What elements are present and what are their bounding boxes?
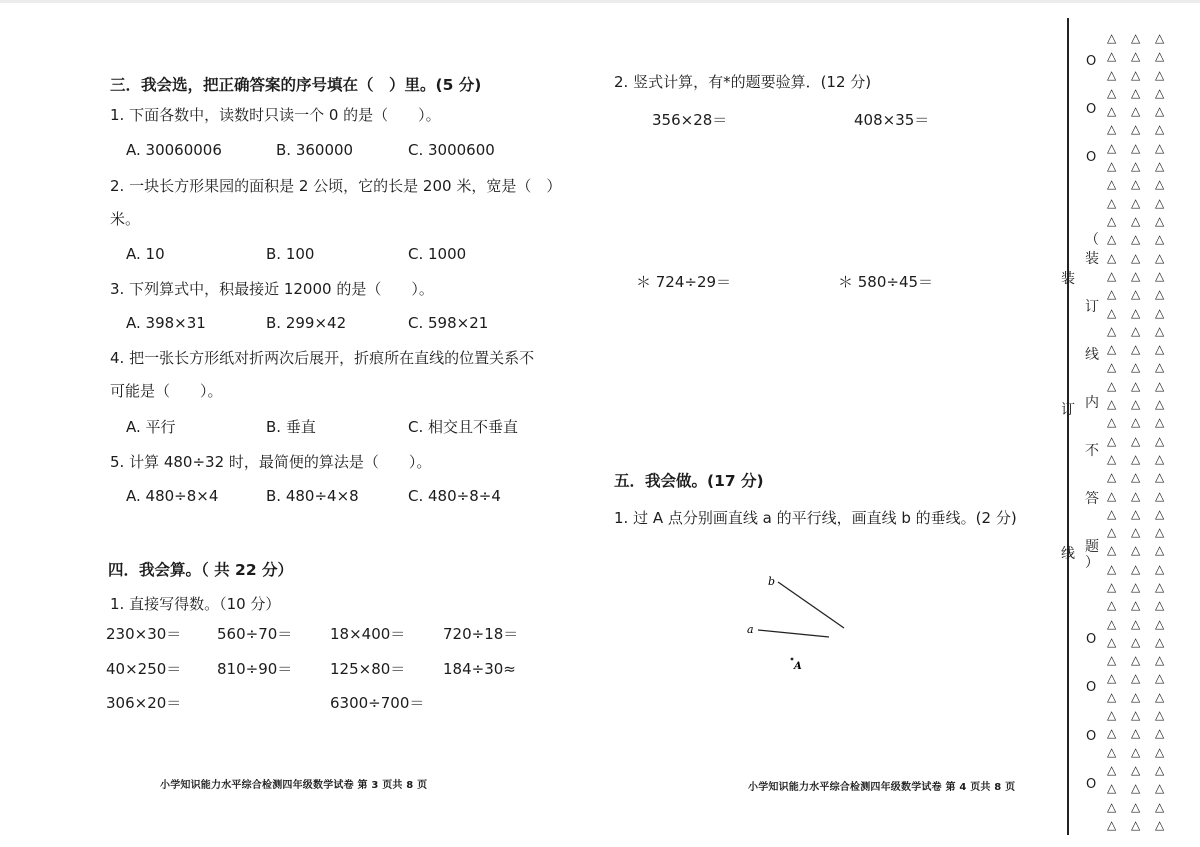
triangle-mark: △ xyxy=(1155,86,1165,100)
triangle-mark: △ xyxy=(1131,214,1141,228)
triangle-mark: △ xyxy=(1131,690,1141,704)
vertical-calc-2: 408×35＝ xyxy=(854,111,930,129)
calc-item: 40×250＝ xyxy=(106,660,182,678)
triangle-mark: △ xyxy=(1131,452,1141,466)
line-diagram xyxy=(740,570,870,680)
triangle-mark: △ xyxy=(1155,360,1165,374)
triangle-mark: △ xyxy=(1107,653,1117,667)
triangle-mark: △ xyxy=(1131,415,1141,429)
triangle-mark: △ xyxy=(1107,232,1117,246)
triangle-mark: △ xyxy=(1131,745,1141,759)
triangle-mark: △ xyxy=(1107,324,1117,338)
binding-word: 内 xyxy=(1085,395,1099,411)
question-1: 1. 下面各数中，读数时只读一个 0 的是（ ）。 xyxy=(110,106,441,124)
triangle-mark: △ xyxy=(1131,580,1141,594)
triangle-mark: △ xyxy=(1131,31,1141,45)
triangle-mark: △ xyxy=(1131,434,1141,448)
triangle-mark: △ xyxy=(1107,617,1117,631)
q1-option-b: B. 360000 xyxy=(276,141,354,159)
q4-option-a: A. 平行 xyxy=(126,418,176,436)
triangle-mark: △ xyxy=(1155,708,1165,722)
q3-option-b: B. 299×42 xyxy=(266,314,347,332)
q4-option-b: B. 垂直 xyxy=(266,418,316,436)
triangle-mark: △ xyxy=(1131,562,1141,576)
triangle-mark: △ xyxy=(1131,196,1141,210)
triangle-mark: △ xyxy=(1155,726,1165,740)
triangle-mark: △ xyxy=(1155,269,1165,283)
triangle-mark: △ xyxy=(1107,507,1117,521)
triangle-mark: △ xyxy=(1131,177,1141,191)
triangle-mark: △ xyxy=(1107,360,1117,374)
triangle-mark: △ xyxy=(1155,415,1165,429)
vertical-calc-1: 356×28＝ xyxy=(652,111,728,129)
calc-item: 230×30＝ xyxy=(106,625,182,643)
triangle-mark: △ xyxy=(1155,507,1165,521)
vertical-calc-3: ＊ 724÷29＝ xyxy=(636,273,732,291)
triangle-mark: △ xyxy=(1107,251,1117,265)
triangle-mark: △ xyxy=(1155,800,1165,814)
triangle-mark: △ xyxy=(1131,49,1141,63)
triangle-mark: △ xyxy=(1107,159,1117,173)
triangle-mark: △ xyxy=(1107,86,1117,100)
scan-edge xyxy=(0,0,1200,3)
q4-option-c: C. 相交且不垂直 xyxy=(408,418,519,436)
triangle-mark: △ xyxy=(1131,598,1141,612)
triangle-mark: △ xyxy=(1155,31,1165,45)
binding-paren-close: ） xyxy=(1085,555,1099,571)
triangle-mark: △ xyxy=(1107,580,1117,594)
triangle-mark: △ xyxy=(1155,690,1165,704)
triangle-mark: △ xyxy=(1131,232,1141,246)
triangle-mark: △ xyxy=(1131,379,1141,393)
triangle-mark: △ xyxy=(1107,31,1117,45)
triangle-mark: △ xyxy=(1131,617,1141,631)
triangle-mark: △ xyxy=(1155,49,1165,63)
calc-item: 18×400＝ xyxy=(330,625,406,643)
triangle-mark: △ xyxy=(1131,269,1141,283)
question-4-line2: 可能是（ ）。 xyxy=(110,382,223,400)
triangle-mark: △ xyxy=(1155,635,1165,649)
triangle-mark: △ xyxy=(1131,306,1141,320)
triangle-mark: △ xyxy=(1155,232,1165,246)
binding-circle: O xyxy=(1086,632,1097,647)
triangle-mark: △ xyxy=(1107,489,1117,503)
triangle-mark: △ xyxy=(1131,708,1141,722)
triangle-mark: △ xyxy=(1155,818,1165,832)
calc-item: 306×20＝ xyxy=(106,694,182,712)
triangle-mark: △ xyxy=(1107,781,1117,795)
triangle-mark: △ xyxy=(1107,214,1117,228)
triangle-mark: △ xyxy=(1107,397,1117,411)
triangle-mark: △ xyxy=(1107,415,1117,429)
triangle-mark: △ xyxy=(1107,525,1117,539)
line-b xyxy=(778,582,844,628)
line-a xyxy=(758,630,829,637)
triangle-mark: △ xyxy=(1107,196,1117,210)
q2-option-a: A. 10 xyxy=(126,245,165,263)
triangle-mark: △ xyxy=(1155,653,1165,667)
triangle-mark: △ xyxy=(1155,763,1165,777)
triangle-mark: △ xyxy=(1155,781,1165,795)
question-4-line1: 4. 把一张长方形纸对折两次后展开，折痕所在直线的位置关系不 xyxy=(110,349,535,367)
triangle-mark: △ xyxy=(1155,287,1165,301)
binding-word: 答 xyxy=(1085,491,1099,507)
triangle-mark: △ xyxy=(1155,434,1165,448)
binding-word: 不 xyxy=(1085,443,1099,459)
q5-option-b: B. 480÷4×8 xyxy=(266,487,359,505)
triangle-mark: △ xyxy=(1155,470,1165,484)
triangle-mark: △ xyxy=(1131,525,1141,539)
triangle-mark: △ xyxy=(1155,452,1165,466)
triangle-mark: △ xyxy=(1131,818,1141,832)
triangle-mark: △ xyxy=(1131,68,1141,82)
binding-circle: O xyxy=(1086,777,1097,792)
triangle-mark: △ xyxy=(1107,452,1117,466)
triangle-mark: △ xyxy=(1107,562,1117,576)
q3-option-a: A. 398×31 xyxy=(126,314,206,332)
triangle-mark: △ xyxy=(1107,726,1117,740)
vertical-calc-title: 2. 竖式计算，有*的题要验算．(12 分) xyxy=(614,73,872,91)
triangle-mark: △ xyxy=(1131,470,1141,484)
left-footer: 小学知识能力水平综合检测四年级数学试卷 第 3 页共 8 页 xyxy=(160,780,428,791)
triangle-mark: △ xyxy=(1107,543,1117,557)
triangle-mark: △ xyxy=(1107,141,1117,155)
triangle-mark: △ xyxy=(1131,543,1141,557)
calc-item: 810÷90＝ xyxy=(217,660,293,678)
label-a: a xyxy=(747,623,754,636)
triangle-mark: △ xyxy=(1107,800,1117,814)
binding-word: 订 xyxy=(1085,299,1099,315)
triangle-mark: △ xyxy=(1131,287,1141,301)
triangle-mark: △ xyxy=(1155,617,1165,631)
triangle-mark: △ xyxy=(1131,141,1141,155)
triangle-mark: △ xyxy=(1107,104,1117,118)
triangle-mark: △ xyxy=(1131,653,1141,667)
triangle-mark: △ xyxy=(1131,726,1141,740)
q2-option-c: C. 1000 xyxy=(408,245,467,263)
triangle-mark: △ xyxy=(1155,196,1165,210)
binding-word: 线 xyxy=(1085,347,1099,363)
triangle-mark: △ xyxy=(1155,580,1165,594)
calc-item: 184÷30≈ xyxy=(443,660,516,678)
q5-option-a: A. 480÷8×4 xyxy=(126,487,219,505)
triangle-mark: △ xyxy=(1155,68,1165,82)
triangle-mark: △ xyxy=(1107,269,1117,283)
calc-item: 125×80＝ xyxy=(330,660,406,678)
section-3-title: 三．我会选，把正确答案的序号填在（ ）里。(5 分) xyxy=(110,76,482,94)
triangle-mark: △ xyxy=(1155,543,1165,557)
triangle-mark: △ xyxy=(1155,562,1165,576)
section-4-q1: 1. 直接写得数。（10 分） xyxy=(110,595,281,613)
triangle-mark: △ xyxy=(1107,177,1117,191)
triangle-mark: △ xyxy=(1107,434,1117,448)
triangle-mark: △ xyxy=(1131,251,1141,265)
q3-option-c: C. 598×21 xyxy=(408,314,489,332)
triangle-mark: △ xyxy=(1107,690,1117,704)
triangle-mark: △ xyxy=(1107,470,1117,484)
triangle-mark: △ xyxy=(1131,507,1141,521)
triangle-mark: △ xyxy=(1131,342,1141,356)
section-4-title: 四．我会算。（ 共 22 分） xyxy=(108,561,294,579)
triangle-mark: △ xyxy=(1107,635,1117,649)
triangle-mark: △ xyxy=(1155,379,1165,393)
triangle-mark: △ xyxy=(1107,379,1117,393)
triangle-mark: △ xyxy=(1107,49,1117,63)
triangle-mark: △ xyxy=(1107,598,1117,612)
q1-option-c: C. 3000600 xyxy=(408,141,495,159)
triangle-mark: △ xyxy=(1155,177,1165,191)
triangle-mark: △ xyxy=(1155,525,1165,539)
binding-line xyxy=(1067,18,1069,835)
binding-word: 题 xyxy=(1085,539,1099,555)
triangle-mark: △ xyxy=(1131,781,1141,795)
binding-word-left: 装 xyxy=(1061,271,1075,287)
question-3: 3. 下列算式中，积最接近 12000 的是（ ）。 xyxy=(110,280,434,298)
binding-word-left: 线 xyxy=(1061,546,1075,562)
triangle-mark: △ xyxy=(1131,489,1141,503)
triangle-mark: △ xyxy=(1131,86,1141,100)
triangle-mark: △ xyxy=(1155,159,1165,173)
triangle-mark: △ xyxy=(1131,800,1141,814)
section-5-q1: 1. 过 A 点分别画直线 a 的平行线，画直线 b 的垂线。(2 分) xyxy=(614,509,1017,527)
triangle-mark: △ xyxy=(1107,122,1117,136)
binding-circle: O xyxy=(1086,102,1097,117)
calc-item: 560÷70＝ xyxy=(217,625,293,643)
triangle-mark: △ xyxy=(1131,159,1141,173)
binding-circle: O xyxy=(1086,680,1097,695)
triangle-mark: △ xyxy=(1107,342,1117,356)
binding-circle: O xyxy=(1086,54,1097,69)
section-5-title: 五．我会做。(17 分) xyxy=(614,472,764,490)
triangle-mark: △ xyxy=(1131,360,1141,374)
binding-word-left: 订 xyxy=(1061,402,1075,418)
triangle-mark: △ xyxy=(1107,745,1117,759)
triangle-mark: △ xyxy=(1155,251,1165,265)
triangle-mark: △ xyxy=(1155,122,1165,136)
label-point-A: A xyxy=(794,661,802,672)
triangle-mark: △ xyxy=(1107,671,1117,685)
triangle-mark: △ xyxy=(1107,763,1117,777)
binding-circle: O xyxy=(1086,729,1097,744)
triangle-mark: △ xyxy=(1155,489,1165,503)
vertical-calc-4: ＊ 580÷45＝ xyxy=(838,273,934,291)
point-a-dot xyxy=(791,658,794,661)
triangle-mark: △ xyxy=(1155,671,1165,685)
q1-option-a: A. 30060006 xyxy=(126,141,222,159)
label-b: b xyxy=(768,575,776,588)
triangle-mark: △ xyxy=(1131,763,1141,777)
triangle-mark: △ xyxy=(1155,598,1165,612)
triangle-mark: △ xyxy=(1131,397,1141,411)
triangle-mark: △ xyxy=(1107,306,1117,320)
triangle-mark: △ xyxy=(1155,214,1165,228)
triangle-mark: △ xyxy=(1155,306,1165,320)
calc-item: 720÷18＝ xyxy=(443,625,519,643)
binding-paren-open: （ xyxy=(1085,232,1099,248)
triangle-mark: △ xyxy=(1155,141,1165,155)
triangle-mark: △ xyxy=(1131,104,1141,118)
triangle-mark: △ xyxy=(1131,122,1141,136)
triangle-mark: △ xyxy=(1107,68,1117,82)
question-2-line1: 2. 一块长方形果园的面积是 2 公顷，它的长是 200 米，宽是（ ） xyxy=(110,177,562,195)
triangle-mark: △ xyxy=(1155,324,1165,338)
question-5: 5. 计算 480÷32 时，最简便的算法是（ ）。 xyxy=(110,453,432,471)
triangle-mark: △ xyxy=(1131,324,1141,338)
triangle-mark: △ xyxy=(1107,818,1117,832)
triangle-mark: △ xyxy=(1107,287,1117,301)
triangle-mark: △ xyxy=(1155,397,1165,411)
calc-item: 6300÷700＝ xyxy=(330,694,425,712)
triangle-mark: △ xyxy=(1155,104,1165,118)
binding-circle: O xyxy=(1086,150,1097,165)
q5-option-c: C. 480÷8÷4 xyxy=(408,487,501,505)
triangle-mark: △ xyxy=(1131,635,1141,649)
triangle-mark: △ xyxy=(1107,708,1117,722)
question-2-line2: 米。 xyxy=(110,210,141,228)
triangle-mark: △ xyxy=(1155,342,1165,356)
triangle-mark: △ xyxy=(1131,671,1141,685)
q2-option-b: B. 100 xyxy=(266,245,315,263)
right-footer: 小学知识能力水平综合检测四年级数学试卷 第 4 页共 8 页 xyxy=(748,782,1016,793)
triangle-mark: △ xyxy=(1155,745,1165,759)
binding-word: 装 xyxy=(1085,251,1099,267)
